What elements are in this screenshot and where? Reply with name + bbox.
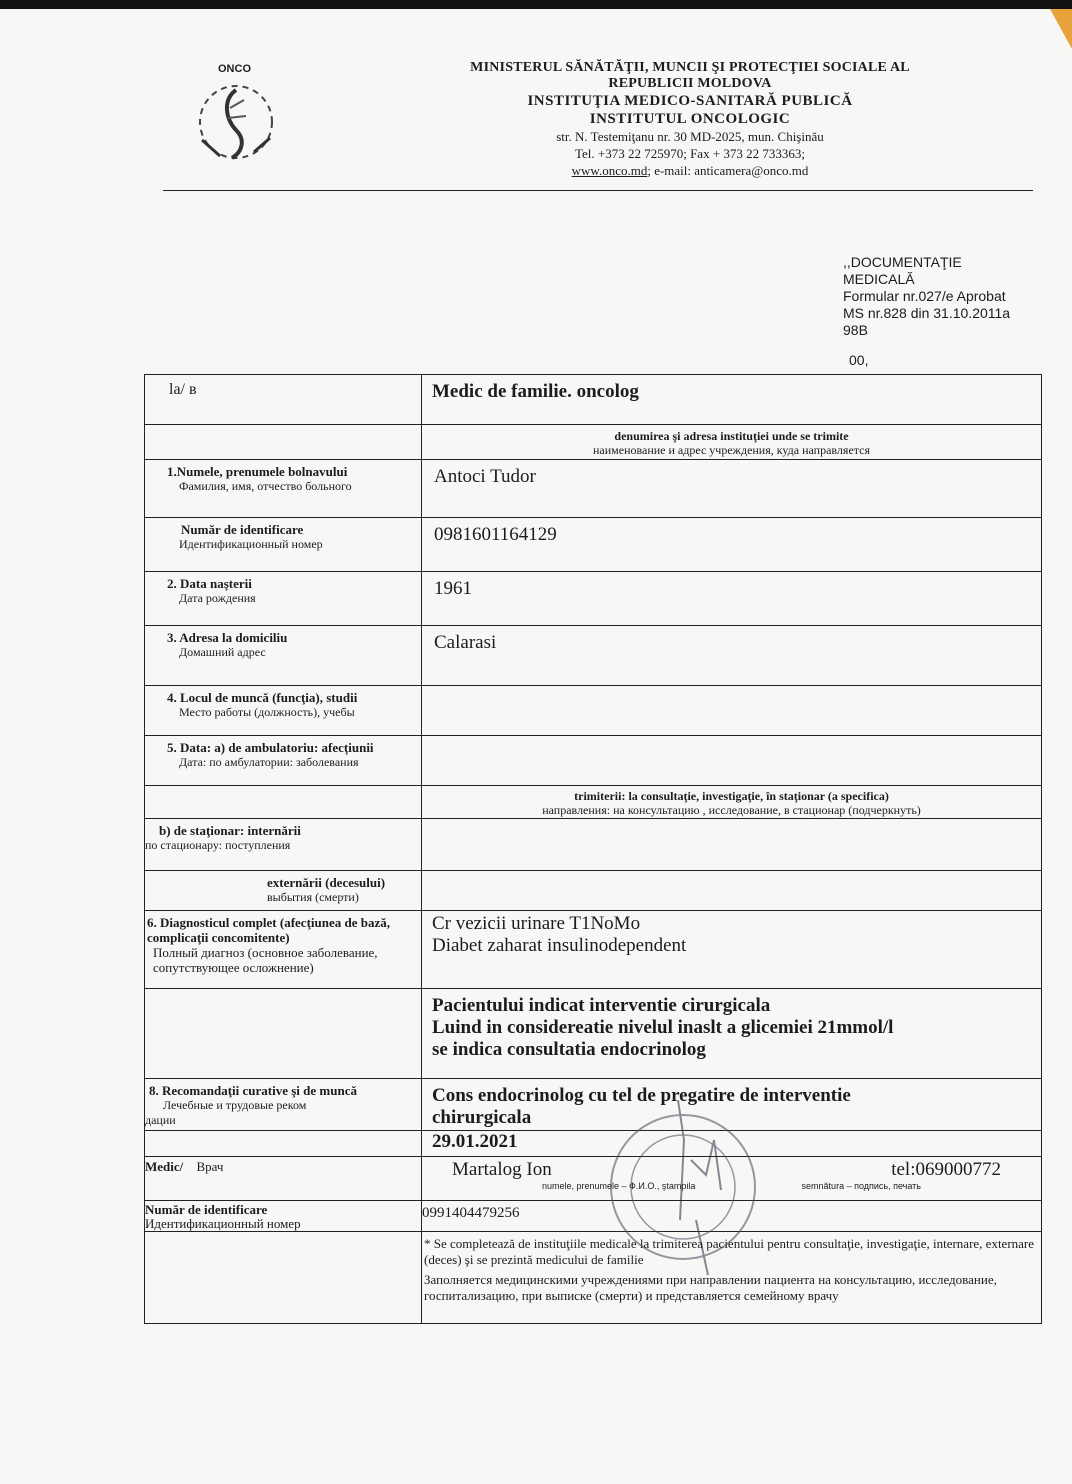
- patient-id-label-cell: [145, 518, 422, 572]
- doctor-name-caption: numele, prenumele – Ф.И.О., ştampila: [542, 1181, 696, 1191]
- row-referral-caption: [145, 786, 1042, 819]
- footnote-ru: Заполняется медицинскими учреждениями при направлении пациента на консультацию, исследование, госпитализацию, при выписке (смерти) и представляется семейному врачу: [424, 1272, 997, 1303]
- diagnosis-line-2: Diabet zaharat insulinodependent: [432, 935, 687, 956]
- doctor-id-label-cell: [145, 1201, 422, 1232]
- page-corner-fold: [1050, 9, 1072, 49]
- form-note-line: Formular nr.027/e Aprobat: [843, 288, 1006, 304]
- ambulatory-date-cell: [422, 736, 1042, 786]
- birth-date-label-cell: [145, 572, 422, 626]
- notes-line-1: Pacientului indicat interventie cirurgicala: [432, 995, 771, 1016]
- ambulatory-date-label-ru: Дата: по амбулатории: заболевания: [179, 755, 359, 769]
- recommendations-label: 8. Recomandaţii curative şi de muncă: [149, 1083, 357, 1098]
- row-hospitalization: [145, 819, 1042, 871]
- patient-id-cell: [422, 518, 1042, 572]
- recommendations-label-cell: [145, 1079, 422, 1131]
- institution-name: INSTITUTUL ONCOLOGIC: [589, 111, 791, 127]
- birth-date-cell: [422, 572, 1042, 626]
- patient-id-label: Număr de identificare: [181, 522, 304, 537]
- form-note-line: MEDICALĂ: [843, 271, 915, 287]
- recipient-value-cell: [422, 375, 1042, 425]
- ministry-name-2: REPUBLICII MOLDOVA: [608, 76, 772, 91]
- row-date: [145, 1131, 1042, 1157]
- referral-caption-ro: trimiterii: la consultaţie, investigaţie, în staţionar (a specifica): [574, 789, 889, 803]
- institution-address: str. N. Testemiţanu nr. 30 MD-2025, mun. Chişinău: [556, 129, 824, 144]
- patient-name-label-cell: [145, 460, 422, 518]
- doctor-name: Martalog Ion: [452, 1159, 552, 1180]
- discharge-label-cell: [145, 871, 422, 911]
- referral-caption-ru: направления: на консультацию , исследование, в стационар (подчеркнуть): [542, 803, 921, 817]
- notes-line-2: Luind in considereatie nivelul inaslt a glicemiei 21mmol/l: [432, 1017, 894, 1038]
- hospitalization-label-ru: по стационару: поступления: [145, 838, 291, 852]
- row-patient-id: [145, 518, 1042, 572]
- diagnosis-label-cell: [145, 911, 422, 989]
- diagnosis-label: 6. Diagnosticul complet (afecţiunea de bază, complicaţii concomitente): [147, 915, 391, 945]
- ambulatory-date-value: [422, 736, 1041, 748]
- patient-id: 0981601164129: [434, 524, 557, 545]
- workplace-value: [422, 686, 1041, 698]
- diagnosis-line-1: Cr vezicii urinare T1NoMo: [432, 913, 641, 934]
- institution-caption-ru: наименование и адрес учреждения, куда направляется: [592, 443, 871, 457]
- row-recipient: [145, 375, 1042, 425]
- institution-caption-ro: denumirea şi adresa instituţiei unde se trimite: [614, 429, 849, 443]
- ambulatory-date-label-cell: [145, 736, 422, 786]
- patient-name-label: 1.Numele, prenumele bolnavului: [167, 464, 348, 479]
- row-ambulatory-date: [145, 736, 1042, 786]
- doctor-phone: tel:069000772: [891, 1159, 1001, 1180]
- workplace-cell: [422, 686, 1042, 736]
- workplace-label: 4. Locul de muncă (funcţia), studii: [167, 690, 358, 705]
- patient-id-label-ru: Идентификационный номер: [179, 537, 323, 551]
- row-footnote: [145, 1232, 1042, 1324]
- discharge-label-ru: выбытия (смерти): [267, 890, 359, 904]
- patient-name: Antoci Tudor: [434, 466, 536, 487]
- ministry-name: MINISTERUL SĂNĂTĂŢII, MUNCII ŞI PROTECŢIEI SOCIALE AL: [470, 60, 910, 75]
- referral-date: 29.01.2021: [432, 1131, 518, 1152]
- referral-form-table: [144, 374, 1042, 1324]
- logo-text: ONCO: [218, 63, 251, 75]
- institution-type: INSTITUŢIA MEDICO-SANITARĂ PUBLICĂ: [527, 93, 853, 109]
- row-birth-date: [145, 572, 1042, 626]
- form-approval-note: [843, 254, 1043, 369]
- letterhead: [390, 60, 990, 179]
- signature-caption: semnătura – подпись, печать: [801, 1181, 921, 1191]
- row-workplace: [145, 686, 1042, 736]
- doctor-label-ru: Врач: [196, 1159, 224, 1174]
- empty-cell: [145, 989, 422, 1079]
- discharge-cell: [422, 871, 1042, 911]
- empty-cell: [145, 1131, 422, 1157]
- empty-cell: [145, 1232, 422, 1324]
- doctor-label-cell: [145, 1157, 422, 1201]
- footnote-ro: * Se completează de instituţiile medicale la trimiterea pacientului pentru consultaţie, investigaţie, internare, externare (deces) şi se prezintă medicului de familie: [424, 1236, 1035, 1267]
- birth-date-label-ru: Дата рождения: [179, 591, 256, 605]
- row-discharge: [145, 871, 1042, 911]
- empty-cell: [145, 786, 422, 819]
- recipient-value: Medic de familie. oncolog: [432, 381, 639, 402]
- top-dark-strip: [0, 0, 1072, 9]
- doctor-label: Medic/: [145, 1159, 184, 1174]
- email-text: ; e-mail: anticamera@onco.md: [647, 163, 809, 178]
- recommendations-line-1: Cons endocrinolog cu tel de pregatire de interventie: [432, 1085, 851, 1106]
- form-code: 00,: [849, 352, 869, 368]
- recipient-label: la/ в: [169, 381, 197, 398]
- row-patient-name: [145, 460, 1042, 518]
- diagnosis-label-ru: Полный диагноз (основное заболевание, сопутствующее осложнение): [153, 945, 378, 975]
- ambulatory-date-label: 5. Data: a) de ambulatoriu: afecţiunii: [167, 740, 374, 755]
- birth-date-label: 2. Data naşterii: [167, 576, 252, 591]
- discharge-label: externării (decesului): [267, 875, 386, 890]
- institution-contacts: [390, 162, 990, 179]
- address-label-ru: Домашний адрес: [179, 645, 266, 659]
- institution-caption-cell: [422, 425, 1042, 460]
- row-doctor: [145, 1157, 1042, 1201]
- patient-name-cell: [422, 460, 1042, 518]
- website-link[interactable]: www.onco.md: [571, 163, 648, 178]
- header-divider: [163, 190, 1033, 191]
- form-note-line: MS nr.828 din 31.10.2011a: [843, 305, 1011, 321]
- recipient-label-cell: [145, 375, 422, 425]
- form-note-line: 98B: [843, 322, 868, 338]
- form-note-line: ,,DOCUMENTAŢIE: [843, 254, 962, 270]
- notes-line-3: se indica consultatia endocrinolog: [432, 1039, 706, 1060]
- address-label: 3. Adresa la domiciliu: [167, 630, 288, 645]
- diagnosis-cell: [422, 911, 1042, 989]
- row-institution-caption: [145, 425, 1042, 460]
- address-cell: [422, 626, 1042, 686]
- doctor-id-label-ru: Идентификационный номер: [145, 1216, 301, 1231]
- row-address: [145, 626, 1042, 686]
- patient-name-label-ru: Фамилия, имя, отчество больного: [179, 479, 352, 493]
- doctor-id: 0991404479256: [422, 1205, 520, 1221]
- onco-logo: [192, 60, 282, 170]
- workplace-label-cell: [145, 686, 422, 736]
- doctor-id-label: Număr de identificare: [145, 1202, 268, 1217]
- hospitalization-cell: [422, 819, 1042, 871]
- workplace-label-ru: Место работы (должность), учебы: [179, 705, 355, 719]
- row-notes: [145, 989, 1042, 1079]
- address-label-cell: [145, 626, 422, 686]
- hospitalization-label-cell: [145, 819, 422, 871]
- recommendations-label-ru-2: дации: [145, 1113, 176, 1127]
- stamp-and-signature: [596, 1100, 771, 1275]
- notes-cell: [422, 989, 1042, 1079]
- address-value: Calarasi: [434, 632, 497, 653]
- hospitalization-label: b) de staţionar: internării: [159, 823, 301, 838]
- empty-cell: [145, 425, 422, 460]
- row-diagnosis: [145, 911, 1042, 989]
- row-recommendations: [145, 1079, 1042, 1131]
- birth-date: 1961: [434, 578, 472, 599]
- institution-phone: Tel. +373 22 725970; Fax + 373 22 733363;: [574, 146, 806, 161]
- row-doctor-id: [145, 1201, 1042, 1232]
- referral-caption-cell: [422, 786, 1042, 819]
- recommendations-line-2: chirurgicala: [432, 1107, 532, 1128]
- recommendations-label-ru: Лечебные и трудовые реком: [163, 1098, 307, 1112]
